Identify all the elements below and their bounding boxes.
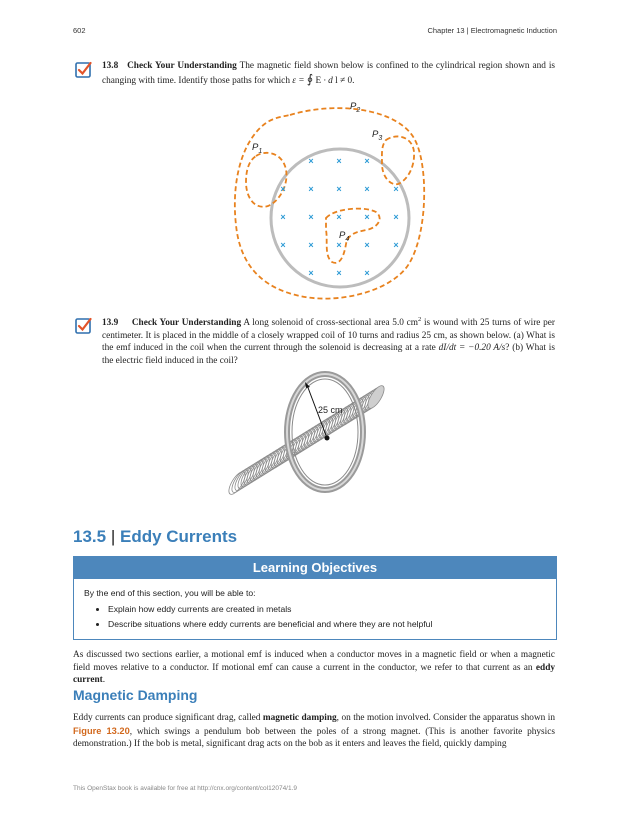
learning-objectives-list: [74, 604, 556, 629]
list-item: • Describe situations where eddy currents are beneficial and where they are not helpful: [108, 619, 556, 629]
path-p1: [246, 153, 286, 207]
field-cross-icon: ×: [393, 184, 399, 194]
list-item: • Explain how eddy currents are created in metals: [108, 604, 556, 614]
field-cross-icon: ×: [280, 184, 286, 194]
term-eddy-current: eddy current: [73, 662, 556, 686]
section-number: 13.5: [73, 527, 107, 546]
term-magnetic-damping: magnetic damping: [262, 713, 337, 723]
field-cross-icon: ×: [364, 212, 370, 222]
field-cross-icon: ×: [393, 240, 399, 250]
field-cross-icon: ×: [308, 240, 314, 250]
equation: ε = ∮ E · d l ≠ 0.: [292, 71, 355, 86]
rate-value: dI/dt = −0.20 A/s: [438, 343, 506, 354]
solenoid-coil-figure: [228, 370, 408, 500]
field-cross-icon: ×: [393, 212, 399, 222]
figure-link[interactable]: Figure 13.20: [73, 725, 130, 736]
cyu-label: Check Your Understanding: [131, 318, 242, 329]
path-p3: [382, 136, 414, 184]
check-your-understanding-icon: [75, 61, 92, 78]
cyu-label: Check Your Understanding: [127, 61, 237, 71]
field-cross-icon: ×: [336, 156, 342, 166]
cyu-13-8: [102, 60, 555, 87]
path-p4: [326, 209, 380, 263]
field-cross-icon: ×: [364, 156, 370, 166]
learning-objectives-heading: Learning Objectives: [74, 557, 556, 579]
chapter-header: Chapter 13 | Electromagnetic Induction: [427, 26, 557, 35]
learning-objectives-box: [73, 556, 557, 640]
section-title: 13.5 | Eddy Currents: [73, 527, 238, 546]
field-cross-icon: ×: [364, 268, 370, 278]
label-p4: $P_4$: [339, 230, 350, 243]
cyu-13-9: 13.9 Check Your Understanding A long solenoid of cross-sectional area 5.0 $cm^2$ is wound with 25 turns of wire per centimeter. It is placed in the middle of a closely wrapped coil of 10 turns and radius 25 cm, as shown below. (a) What is the emf induced in the coil when the current through the solenoid is decreasing at a rate dI/dt = −0.20 A/s? (b) What is the electric field induced in the coil?: [102, 316, 556, 366]
cyu-number: 13.8: [102, 61, 119, 71]
field-cross-icon: ×: [308, 268, 314, 278]
learning-objectives-intro: By the end of this section, you will be able to:: [84, 588, 256, 598]
field-cross-icon: ×: [336, 240, 342, 250]
subsection-title: Magnetic Damping: [73, 687, 198, 703]
cyu-text: The magnetic field shown below is confined to the cylindrical region shown and is changing with time. Identify those paths for which: [102, 61, 556, 86]
field-cross-icon: ×: [308, 156, 314, 166]
label-p3: $P_3$: [372, 129, 383, 142]
field-cross-icon: ×: [280, 212, 286, 222]
field-cross-icon: ×: [308, 212, 314, 222]
area-value: 5.0 $cm^2$: [392, 316, 422, 329]
label-p2: $P_2$: [350, 101, 361, 114]
field-cross-icon: ×: [364, 184, 370, 194]
magnetic-field-figure: [233, 99, 433, 305]
coil-center: [325, 436, 330, 441]
field-cross-icon: ×: [336, 212, 342, 222]
footer-note: This OpenStax book is available for free at http://cnx.org/content/col12074/1.9: [73, 785, 298, 792]
label-p1: $P_1$: [252, 142, 263, 155]
paragraph-magnetic-damping: Eddy currents can produce significant drag, called magnetic damping, on the motion involved. Consider the apparatus shown in Figure 13.20, which swings a pendulum bob between the poles of a strong magnet. (This is another favorite physics demonstration.) If the bob is metal, significant drag acts on the bob as it enters and leaves the field, quickly damping: [73, 713, 556, 750]
cyu-number: 13.9: [102, 318, 119, 329]
field-cross-icon: ×: [280, 240, 286, 250]
radius-label: 25 cm: [318, 405, 343, 415]
field-cross-icon: ×: [336, 268, 342, 278]
paragraph-eddy-current: As discussed two sections earlier, a motional emf is induced when a conductor moves in a magnetic field or when a magnetic field moves relative to a conductor. If motional emf can cause a current in the conductor, we refer to that current as an eddy current.: [73, 650, 556, 686]
field-cross-icon: ×: [336, 184, 342, 194]
check-your-understanding-icon-2: [75, 317, 92, 334]
page-number: 602: [73, 26, 86, 35]
section-name: Eddy Currents: [119, 527, 238, 546]
field-cross-icon: ×: [364, 240, 370, 250]
field-cross-icon: ×: [308, 184, 314, 194]
field-crosses: [280, 156, 398, 278]
